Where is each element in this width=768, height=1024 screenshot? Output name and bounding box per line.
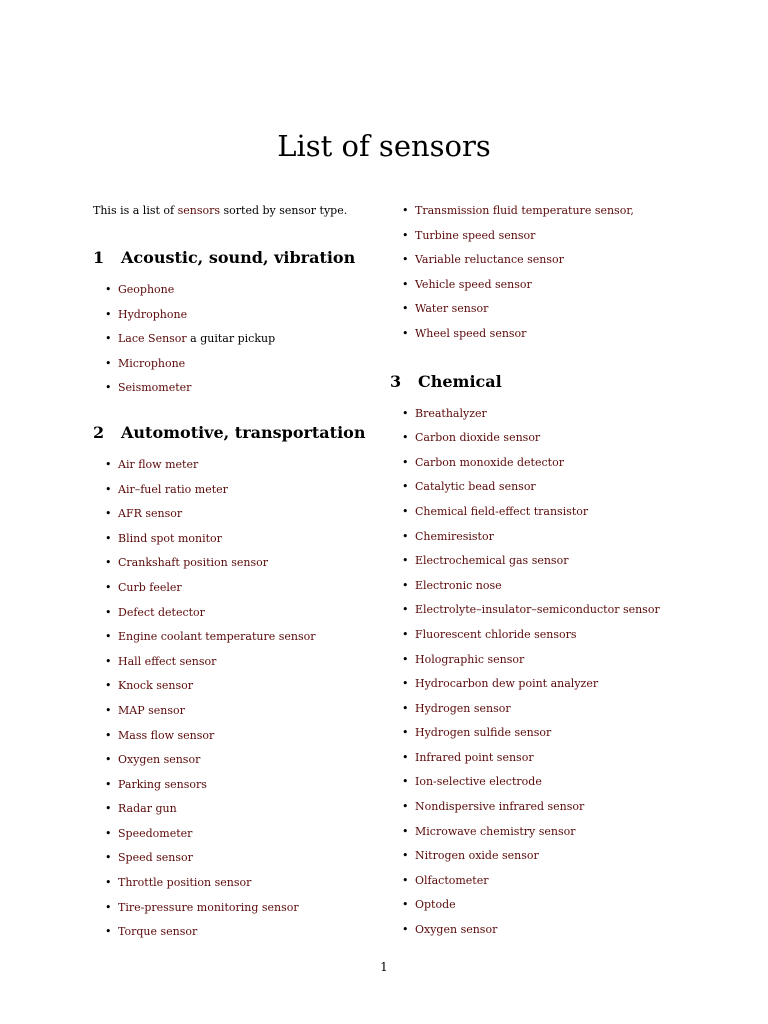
sensor-link[interactable]: Lace Sensor xyxy=(118,332,187,346)
bullet-icon: • xyxy=(402,529,409,543)
sensor-link[interactable]: Defect detector xyxy=(118,605,205,619)
list-item xyxy=(93,483,373,508)
sensor-link[interactable]: Hall effect sensor xyxy=(118,654,217,668)
bullet-icon: • xyxy=(105,753,112,767)
bullet-icon: • xyxy=(105,457,112,471)
bullet-icon: • xyxy=(402,578,409,592)
bullet-icon: • xyxy=(402,253,409,267)
right-column xyxy=(390,204,690,948)
sensor-link[interactable]: Electronic nose xyxy=(415,578,502,592)
intro-paragraph xyxy=(93,204,373,218)
bullet-icon: • xyxy=(105,580,112,594)
bullet-icon: • xyxy=(402,726,409,740)
list-item xyxy=(93,753,373,778)
list-item xyxy=(390,480,690,505)
sensor-link[interactable]: Chemical field-effect transistor xyxy=(415,504,589,518)
list-item xyxy=(93,308,373,333)
sensor-link[interactable]: Mass flow sensor xyxy=(118,728,215,742)
bullet-icon: • xyxy=(105,556,112,570)
section-number: 1 xyxy=(93,248,105,267)
bullet-icon: • xyxy=(105,654,112,668)
bullet-icon: • xyxy=(402,204,409,217)
list-item xyxy=(390,726,690,751)
bullet-icon: • xyxy=(105,531,112,545)
list-item xyxy=(93,704,373,729)
sensor-link[interactable]: Geophone xyxy=(118,283,175,296)
sensor-link[interactable]: Speed sensor xyxy=(118,851,193,865)
list-item xyxy=(390,554,690,579)
list-item xyxy=(93,381,373,406)
bullet-icon: • xyxy=(105,332,112,346)
bullet-icon: • xyxy=(105,307,112,321)
bullet-icon: • xyxy=(105,283,112,296)
sensor-link[interactable]: Microphone xyxy=(118,356,186,370)
sensor-link[interactable]: Water sensor xyxy=(415,302,489,316)
sensor-link[interactable]: Knock sensor xyxy=(118,679,194,693)
bullet-icon: • xyxy=(105,802,112,816)
list-item xyxy=(390,677,690,702)
bullet-icon: • xyxy=(105,900,112,914)
list-item xyxy=(390,702,690,727)
intro-text-after: sorted by sensor type. xyxy=(220,204,348,217)
bullet-icon: • xyxy=(105,356,112,370)
list-item xyxy=(93,851,373,876)
bullet-icon: • xyxy=(402,849,409,863)
list-item xyxy=(390,407,690,432)
list-item xyxy=(390,204,690,229)
list-item xyxy=(93,778,373,803)
bullet-icon: • xyxy=(402,554,409,568)
bullet-icon: • xyxy=(105,630,112,644)
section-title: Acoustic, sound, vibration xyxy=(121,248,356,267)
acoustic-sensor-list xyxy=(93,283,373,406)
bullet-icon: • xyxy=(402,603,409,617)
bullet-icon: • xyxy=(105,605,112,619)
sensor-link[interactable]: Optode xyxy=(415,898,456,912)
bullet-icon: • xyxy=(402,302,409,316)
list-item xyxy=(93,283,373,308)
list-item xyxy=(390,653,690,678)
section-heading-chemical xyxy=(390,372,690,392)
bullet-icon: • xyxy=(402,923,409,937)
sensors-link[interactable]: sensors xyxy=(177,204,221,217)
bullet-icon: • xyxy=(402,775,409,789)
list-item xyxy=(93,606,373,631)
bullet-icon: • xyxy=(402,627,409,641)
bullet-icon: • xyxy=(105,507,112,521)
list-item xyxy=(93,679,373,704)
sensor-link[interactable]: Electrochemical gas sensor xyxy=(415,554,569,568)
list-item xyxy=(390,923,690,948)
sensor-link[interactable]: Catalytic bead sensor xyxy=(415,480,536,494)
sensor-link[interactable]: Parking sensors xyxy=(118,777,207,791)
bullet-icon: • xyxy=(105,679,112,693)
page-title: List of sensors xyxy=(277,129,491,164)
bullet-icon: • xyxy=(402,406,409,420)
list-item xyxy=(390,579,690,604)
list-item xyxy=(93,729,373,754)
sensor-link[interactable]: Hydrophone xyxy=(118,307,188,321)
sensor-link[interactable]: Air flow meter xyxy=(118,457,199,471)
sensor-link[interactable]: Carbon monoxide detector xyxy=(415,455,564,469)
sensor-link[interactable]: Engine coolant temperature sensor xyxy=(118,630,316,644)
sensor-link[interactable]: Seismometer xyxy=(118,381,192,395)
section-title: Automotive, transportation xyxy=(121,422,366,442)
bullet-icon: • xyxy=(402,873,409,887)
list-item xyxy=(390,278,690,303)
sensor-link[interactable]: Oxygen sensor xyxy=(415,923,498,937)
sensor-link[interactable]: Vehicle speed sensor xyxy=(415,277,532,291)
chemical-sensor-list xyxy=(390,407,690,948)
bullet-icon: • xyxy=(402,431,409,445)
list-item xyxy=(390,253,690,278)
sensor-link[interactable]: Tire-pressure monitoring sensor xyxy=(118,900,299,914)
sensor-link[interactable]: Olfactometer xyxy=(415,873,489,887)
bullet-icon: • xyxy=(402,228,409,242)
section-title: Chemical xyxy=(418,371,502,391)
list-item xyxy=(93,827,373,852)
list-item xyxy=(390,327,690,352)
sensor-link[interactable]: MAP sensor xyxy=(118,703,185,717)
sensor-link[interactable]: Chemiresistor xyxy=(415,529,494,543)
bullet-icon: • xyxy=(402,455,409,469)
sensor-link[interactable]: Hydrocarbon dew point analyzer xyxy=(415,677,599,691)
bullet-icon: • xyxy=(402,652,409,666)
list-item xyxy=(93,507,373,532)
bullet-icon: • xyxy=(402,504,409,518)
list-item xyxy=(390,898,690,923)
list-item xyxy=(93,925,373,950)
sensor-link[interactable]: Transmission fluid temperature sensor, xyxy=(415,204,634,217)
sensor-link[interactable]: Infrared point sensor xyxy=(415,750,534,764)
sensor-link[interactable]: Holographic sensor xyxy=(415,652,525,666)
list-item xyxy=(390,229,690,254)
sensor-link[interactable]: Microwave chemistry sensor xyxy=(415,824,576,838)
bullet-icon: • xyxy=(105,381,112,395)
bullet-icon: • xyxy=(105,703,112,717)
sensor-link[interactable]: Blind spot monitor xyxy=(118,531,222,545)
sensor-link[interactable]: Crankshaft position sensor xyxy=(118,556,268,570)
list-item xyxy=(390,775,690,800)
sensor-link[interactable]: Hydrogen sulfide sensor xyxy=(415,726,552,740)
sensor-link[interactable]: AFR sensor xyxy=(118,507,183,521)
page-number: 1 xyxy=(380,960,388,974)
sensor-link[interactable]: Air–fuel ratio meter xyxy=(118,482,228,496)
bullet-icon: • xyxy=(105,777,112,791)
sensor-link[interactable]: Wheel speed sensor xyxy=(415,326,527,340)
list-item xyxy=(390,751,690,776)
sensor-link[interactable]: Breathalyzer xyxy=(415,406,487,420)
list-item xyxy=(390,825,690,850)
sensor-link[interactable]: Nondispersive infrared sensor xyxy=(415,800,585,814)
sensor-link[interactable]: Carbon dioxide sensor xyxy=(415,431,541,445)
list-item xyxy=(390,456,690,481)
list-item xyxy=(93,357,373,382)
section-heading-acoustic xyxy=(93,248,373,268)
section-number: 3 xyxy=(390,371,402,391)
bullet-icon: • xyxy=(402,824,409,838)
list-item xyxy=(93,581,373,606)
list-item xyxy=(390,505,690,530)
left-column xyxy=(93,204,373,950)
sensor-link[interactable]: Oxygen sensor xyxy=(118,753,201,767)
automotive-sensor-list xyxy=(93,458,373,950)
sensor-link[interactable]: Nitrogen oxide sensor xyxy=(415,849,539,863)
bullet-icon: • xyxy=(402,701,409,715)
list-item xyxy=(93,876,373,901)
list-item xyxy=(93,630,373,655)
section-number: 2 xyxy=(93,422,105,442)
list-item xyxy=(93,532,373,557)
bullet-icon: • xyxy=(105,851,112,865)
list-item xyxy=(93,802,373,827)
sensor-link[interactable]: Curb feeler xyxy=(118,580,182,594)
bullet-icon: • xyxy=(402,480,409,494)
sensor-link[interactable]: Throttle position sensor xyxy=(118,876,252,890)
list-item xyxy=(93,655,373,680)
bullet-icon: • xyxy=(402,277,409,291)
automotive-sensor-list-continued xyxy=(390,204,690,352)
sensor-link[interactable]: Radar gun xyxy=(118,802,177,816)
sensor-link[interactable]: Hydrogen sensor xyxy=(415,701,511,715)
list-item xyxy=(390,603,690,628)
bullet-icon: • xyxy=(105,728,112,742)
list-item xyxy=(93,556,373,581)
bullet-icon: • xyxy=(105,482,112,496)
bullet-icon: • xyxy=(105,925,112,939)
list-item xyxy=(390,800,690,825)
bullet-icon: • xyxy=(402,326,409,340)
list-item xyxy=(390,302,690,327)
sensor-link[interactable]: Ion-selective electrode xyxy=(415,775,542,789)
sensor-description: a guitar pickup xyxy=(186,332,276,346)
list-item xyxy=(390,530,690,555)
section-heading-automotive xyxy=(93,423,373,443)
list-item xyxy=(390,628,690,653)
bullet-icon: • xyxy=(105,826,112,840)
sensor-link[interactable]: Turbine speed sensor xyxy=(415,228,536,242)
list-item xyxy=(390,874,690,899)
sensor-link[interactable]: Fluorescent chloride sensors xyxy=(415,627,577,641)
sensor-link[interactable]: Variable reluctance sensor xyxy=(415,253,564,267)
bullet-icon: • xyxy=(402,800,409,814)
sensor-link[interactable]: Torque sensor xyxy=(118,925,198,939)
list-item xyxy=(93,332,373,357)
intro-text-before: This is a list of xyxy=(93,204,178,217)
bullet-icon: • xyxy=(105,876,112,890)
list-item xyxy=(390,431,690,456)
bullet-icon: • xyxy=(402,750,409,764)
bullet-icon: • xyxy=(402,898,409,912)
list-item xyxy=(93,458,373,483)
list-item xyxy=(93,901,373,926)
sensor-link[interactable]: Speedometer xyxy=(118,826,193,840)
sensor-link[interactable]: Electrolyte–insulator–semiconductor sensor xyxy=(415,603,660,617)
bullet-icon: • xyxy=(402,677,409,691)
list-item xyxy=(390,849,690,874)
